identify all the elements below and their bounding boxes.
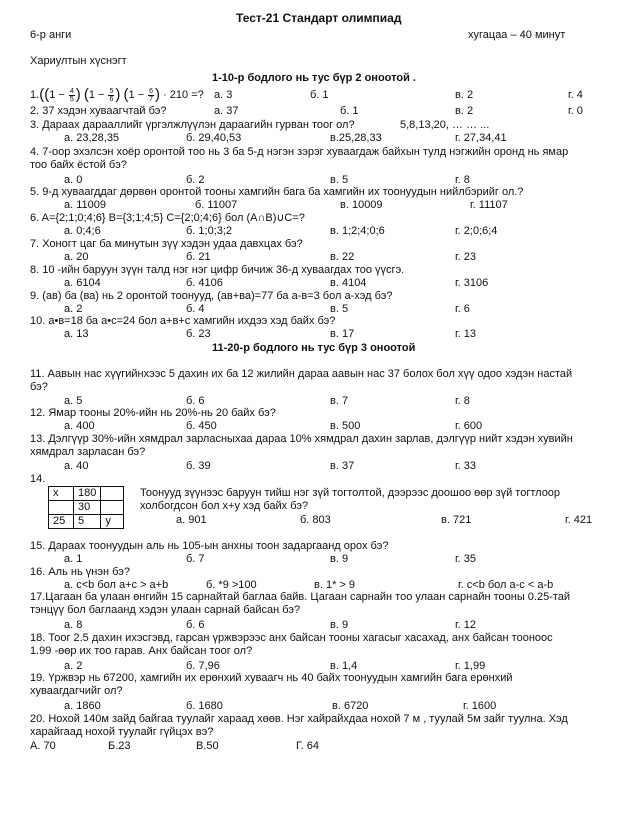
option-b: б. 11007 [195, 199, 238, 211]
option-a: А. 70 [30, 740, 56, 752]
option-c: в. 5 [330, 174, 349, 186]
question-17-cont: тэнцүү бол баглаанд хэдэн улаан сарнай байсан бэ? [30, 604, 301, 616]
question-19-cont: хуваагдагчийг ол? [30, 685, 123, 697]
option-d: г. 1,99 [455, 660, 486, 672]
option-d: г. 11107 [470, 199, 508, 211]
option-a: а. 11009 [64, 199, 107, 211]
grid-cell [49, 501, 74, 515]
option-d: г. 1600 [463, 700, 497, 712]
option-a: а. 400 [64, 420, 95, 432]
option-b: б. 7 [186, 553, 205, 565]
grid-cell: 5 [74, 515, 101, 529]
option-c: в.25,28,33 [330, 132, 382, 144]
option-c: в. 1;2;4;0;6 [330, 225, 385, 237]
question-17: 17.Цагаан ба улаан өнгийн 15 сарнайтай баглаа байв. Цагаан сарнайн тоо улаан сарнайн тооны 0.25-тай [30, 591, 571, 603]
option-b: б. 39 [186, 460, 211, 472]
option-c: в. 1* > 9 [314, 579, 356, 591]
question-4-cont: тоо байх ёстой бэ? [30, 159, 127, 171]
question-2: 2. 37 хэдэн хуваагчтай бэ? [30, 105, 167, 117]
fraction: $\frac{5}{6}$ [109, 87, 114, 103]
question-number: 1. [30, 89, 40, 101]
option-a: а. 5 [64, 395, 83, 407]
option-b: б. 803 [300, 514, 331, 526]
option-d: г. 12 [455, 619, 477, 631]
page-title: Тест-21 Стандарт олимпиад [236, 11, 402, 25]
option-d: г. 0 [568, 105, 583, 117]
grid-cell: 30 [74, 501, 101, 515]
option-c: в. 4104 [330, 277, 367, 289]
option-b: б. 23 [186, 328, 211, 340]
option-d: г. 8 [455, 174, 470, 186]
option-a: а. 1860 [64, 700, 101, 712]
option-d: г. c<b бол a-c < a-b [458, 579, 554, 591]
option-d: г. 27,34,41 [455, 132, 507, 144]
question-19: 19. Үржвэр нь 67200, хамгийн их ерөнхий хуваагч нь 40 байх тоонуудын хамгийн бага ерөнхий [30, 672, 513, 684]
question-20: 20. Нохой 140м зайд байгаа туулайг хараад хөөв. Нэг хайрайхдаа нохой 7 м , туулай 5м зайг туулна. Хэд [30, 713, 568, 725]
question-11: 11. Аавын нас хүүгийнхээс 5 дахин их ба 12 жилийн дараа аавын нас 37 болох бол хүү одоо хэдэн настай [30, 368, 573, 380]
option-b: б. 4 [186, 303, 205, 315]
grade-label: 6-р анги [30, 29, 72, 41]
grid-cell: 180 [74, 487, 101, 501]
option-a: а. 20 [64, 251, 89, 263]
option-a: а. 2 [64, 303, 83, 315]
option-c: в. 2 [455, 89, 474, 101]
option-b: Б.23 [108, 740, 131, 752]
option-d: г. 2;0;6;4 [455, 225, 498, 237]
option-b: б. 6 [186, 619, 205, 631]
option-c: В.50 [196, 740, 219, 752]
option-a: а. c<b бол a+c > a+b [64, 579, 169, 591]
question-15: 15. Дараах тоонуудын аль нь 105-ын анхны тоон задаргаанд орох бэ? [30, 540, 389, 552]
option-a: а. 13 [64, 328, 89, 340]
section-heading-2: 11-20-р бодлого нь тус бүр 3 оноотой [212, 342, 416, 354]
question-18-cont: 1.99 -өөр их тоо гарав. Анх байсан тоог ол? [30, 645, 253, 657]
option-a: а. 0;4;6 [64, 225, 101, 237]
option-d: г. 421 [565, 514, 593, 526]
option-c: в. 721 [441, 514, 472, 526]
option-c: в. 500 [330, 420, 361, 432]
option-a: а. 23,28,35 [64, 132, 120, 144]
option-d: г. 13 [455, 328, 477, 340]
option-b: б. 1 [340, 105, 359, 117]
question-4: 4. 7-оор эхэлсэн хоёр оронтой тоо нь 3 ба 5-д нэгэн зэрэг хуваагдаж байхын тулд нэгжийн оронд нь ямар [30, 146, 569, 158]
option-b: б. 450 [186, 420, 217, 432]
option-b: б. 29,40,53 [186, 132, 242, 144]
option-c: в. 22 [330, 251, 355, 263]
option-a: а. 37 [214, 105, 239, 117]
option-c: в. 17 [330, 328, 355, 340]
question-9: 9. (ав) ба (ва) нь 2 оронтой тоонууд, (ав+ва)=77 ба а-в=3 бол а-хэд бэ? [30, 290, 393, 302]
option-c: в. 2 [455, 105, 474, 117]
option-a: а. 8 [64, 619, 83, 631]
question-12: 12. Ямар тооны 20%-ийн нь 20%-нь 20 байх бэ? [30, 407, 276, 419]
option-a: а. 901 [176, 514, 207, 526]
option-b: б. 4106 [186, 277, 223, 289]
option-b: б. *9 >100 [206, 579, 257, 591]
option-d: г. 6 [455, 303, 470, 315]
time-label: хугацаа – 40 минут [468, 29, 566, 41]
question-13: 13. Дэлгүүр 30%-ийн хямдрал зарласныхаа дараа 10% хямдрал дахин зарлав, дэлгүүр нийт хэдэн хувийн [30, 433, 573, 445]
option-c: в. 5 [330, 303, 349, 315]
option-b: б. 6 [186, 395, 205, 407]
question-14-text: Тоонууд зүүнээс баруун тийш нэг зүй тогтолтой, дээрээс доошоо өөр зүй тогтлоор [140, 487, 561, 499]
fraction: $\frac{4}{5}$ [69, 87, 74, 103]
option-d: г. 35 [455, 553, 477, 565]
option-c: в. 9 [330, 553, 349, 565]
option-b: б. 1 [310, 89, 329, 101]
fraction: $\frac{6}{7}$ [149, 87, 153, 103]
option-b: б. 21 [186, 251, 211, 263]
option-a: а. 6104 [64, 277, 101, 289]
option-a: а. 1 [64, 553, 83, 565]
option-d: г. 33 [455, 460, 477, 472]
option-d: Г. 64 [296, 740, 319, 752]
option-a: а. 3 [214, 89, 233, 101]
option-b: б. 1;0;3;2 [186, 225, 233, 237]
option-d: г. 4 [568, 89, 583, 101]
question-7: 7. Хоногт цаг ба минутын зүү хэдэн удаа давхцах бэ? [30, 238, 303, 250]
question-3: 3. Дараах дарааллийг үргэлжлүүлэн дараагийн гурван тоог ол? [30, 119, 355, 131]
option-d: г. 23 [455, 251, 477, 263]
option-c: в. 9 [330, 619, 349, 631]
option-c: в. 37 [330, 460, 355, 472]
question-13-cont: хямдрал зарласан бэ? [30, 446, 146, 458]
option-b: б. 1680 [186, 700, 223, 712]
question-1: 1.((1 − $\frac{4}{5}$ ) (1 − $\frac{5}{6}$ ) (1 − $\frac{6}{7}$ ) · 210 =? [30, 86, 204, 104]
option-b: б. 7,96 [186, 660, 220, 672]
answer-key-heading: Хариултын хүснэгт [30, 55, 127, 67]
grid-cell: 25 [49, 515, 74, 529]
option-c: в. 10009 [340, 199, 383, 211]
question-6: 6. A={2;1;0;4;6} B={3;1;4;5} C={2;0;4;6} бол (A∩B)∪C=? [30, 212, 305, 224]
question-14-text-cont: холбогдсон бол x+y хэд байх бэ? [140, 500, 309, 512]
section-heading-1: 1-10-р бодлого нь тус бүр 2 оноотой . [212, 72, 416, 84]
question-16: 16. Аль нь үнэн бэ? [30, 566, 130, 578]
grid-cell: y [101, 515, 124, 529]
grid-cell: x [49, 487, 74, 501]
option-c: в. 7 [330, 395, 349, 407]
option-a: а. 2 [64, 660, 83, 672]
option-d: г. 600 [455, 420, 483, 432]
option-a: а. 40 [64, 460, 89, 472]
question-14: 14. [30, 473, 46, 485]
option-c: в. 6720 [332, 700, 369, 712]
number-grid [48, 486, 124, 529]
question-5: 5. 9-д хуваагддаг дөрвөн оронтой тооны хамгийн бага ба хамгийн их тоонуудын нийлбэрийг ол.? [30, 186, 524, 198]
question-11-cont: бэ? [30, 381, 48, 393]
question-20-cont: харайгаад нохой туулайг гүйцэх вэ? [30, 726, 214, 738]
question-10: 10. а•в=18 ба а•с=24 бол а+в+с хамгийн ихдээ хэд байх бэ? [30, 315, 336, 327]
grid-cell [101, 501, 124, 515]
option-c: в. 1,4 [330, 660, 358, 672]
question-18: 18. Тоог 2.5 дахин ихэсгэвд, гарсан үржвэрээс анх байсан тооны хагасыг хасахад, анх байсан тоонооc [30, 632, 553, 644]
option-a: а. 0 [64, 174, 83, 186]
question-8: 8. 10 -ийн баруун зүүн талд нэг нэг цифр бичиж 36-д хуваагдах тоо үүсгэ. [30, 264, 405, 276]
option-d: г. 8 [455, 395, 470, 407]
sequence: 5,8,13,20, … … ... [400, 119, 490, 131]
grid-cell [101, 487, 124, 501]
option-d: г. 3106 [455, 277, 489, 289]
option-b: б. 2 [186, 174, 205, 186]
